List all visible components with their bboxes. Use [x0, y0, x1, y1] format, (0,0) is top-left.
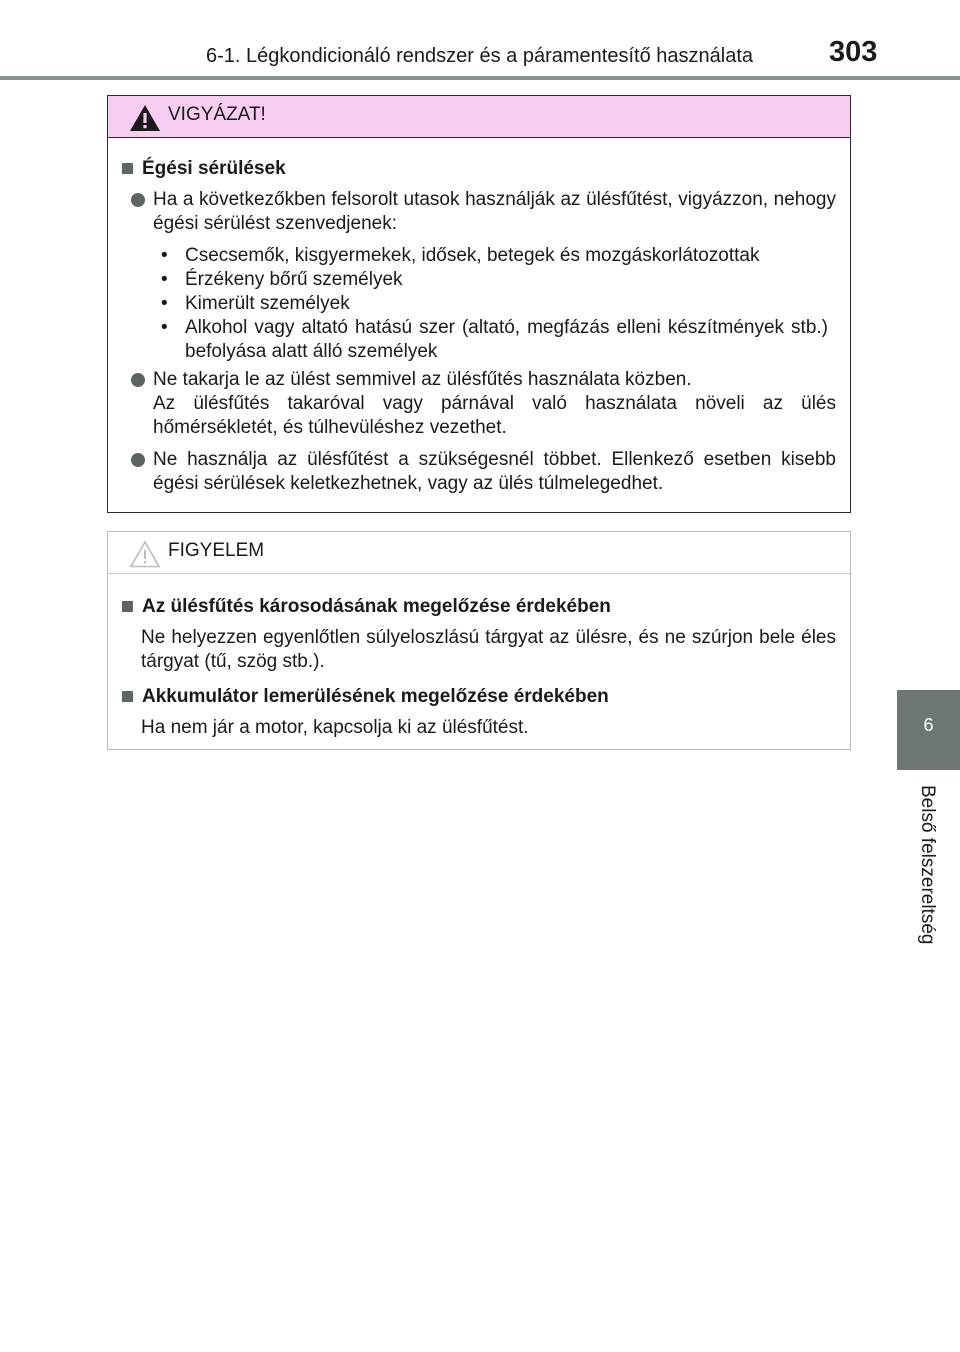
caution-triangle-icon — [129, 540, 161, 568]
round-bullet-icon — [131, 373, 145, 387]
bullet-dot: • — [161, 269, 168, 290]
chapter-tab — [897, 690, 960, 770]
section-heading-text: Akkumulátor lemerülésének megelőzése érdekében — [142, 686, 609, 707]
list-item-text: Csecsemők, kisgyermekek, idősek, betegek és mozgáskorlátozottak — [185, 245, 760, 266]
list-item — [120, 316, 838, 364]
paragraph-text: Ne használja az ülésfűtést a szükségesnél többet. Ellenkező esetben kisebb égési sérülések keletkezhetnek, vagy az ülés túlmelegedhet. — [153, 449, 836, 494]
notice-body — [108, 574, 850, 740]
section-heading-text: Égési sérülések — [142, 158, 286, 179]
paragraph-text: Ha a következőkben felsorolt utasok használják az ülésfűtést, vigyázzon, nehogy égési sérülést szenvedjenek: — [153, 189, 836, 234]
notice-box — [107, 531, 851, 750]
warning-paragraph — [120, 448, 838, 496]
warning-triangle-icon — [129, 104, 161, 132]
bullet-dot: • — [161, 245, 168, 266]
list-item — [120, 244, 838, 268]
list-item-text: Érzékeny bőrű személyek — [185, 269, 403, 290]
section-heading — [120, 684, 838, 710]
bullet-dot: • — [161, 293, 168, 314]
paragraph-text: Ne takarja le az ülést semmivel az ülésfűtés használata közben. — [153, 369, 692, 390]
list-item-text: Kimerült személyek — [185, 293, 350, 314]
notice-label: FIGYELEM — [168, 540, 265, 561]
paragraph-continuation: Az ülésfűtés takaróval vagy párnával való használata növeli az ülés hőmérsékletét, és túlhevüléshez vezethet. — [153, 393, 836, 438]
notice-paragraph: Ne helyezzen egyenlőtlen súlyeloszlású tárgyat az ülésre, és ne szúrjon bele éles tárgyat (tű, szög stb.). — [141, 627, 836, 672]
header-rule — [0, 76, 960, 80]
chapter-tab-number: 6 — [923, 715, 934, 735]
header-title: 6-1. Légkondicionáló rendszer és a páramentesítő használata — [206, 45, 754, 67]
warning-body — [108, 138, 850, 496]
warning-paragraph — [120, 188, 838, 236]
round-bullet-icon — [131, 453, 145, 467]
list-item — [120, 292, 838, 316]
page-number: 303 — [829, 36, 878, 68]
chapter-tab-label: Belső felszereltség — [917, 785, 938, 945]
square-bullet-icon — [122, 601, 133, 612]
notice-header — [108, 532, 850, 574]
round-bullet-icon — [131, 193, 145, 207]
section-heading — [120, 156, 838, 182]
bullet-dot: • — [161, 317, 168, 338]
section-heading-text: Az ülésfűtés károsodásának megelőzése érdekében — [142, 596, 611, 617]
sub-list — [120, 244, 838, 364]
square-bullet-icon — [122, 691, 133, 702]
warning-paragraph — [120, 368, 838, 392]
list-item — [120, 268, 838, 292]
warning-label: VIGYÁZAT! — [168, 104, 266, 125]
section-heading — [120, 594, 838, 620]
list-item-text: Alkohol vagy altató hatású szer (altató, megfázás elleni készítmények stb.) befolyása alatt álló személyek — [185, 317, 828, 362]
warning-header — [108, 96, 850, 138]
square-bullet-icon — [122, 163, 133, 174]
notice-paragraph: Ha nem jár a motor, kapcsolja ki az ülésfűtést. — [141, 717, 529, 738]
warning-box — [107, 95, 851, 513]
